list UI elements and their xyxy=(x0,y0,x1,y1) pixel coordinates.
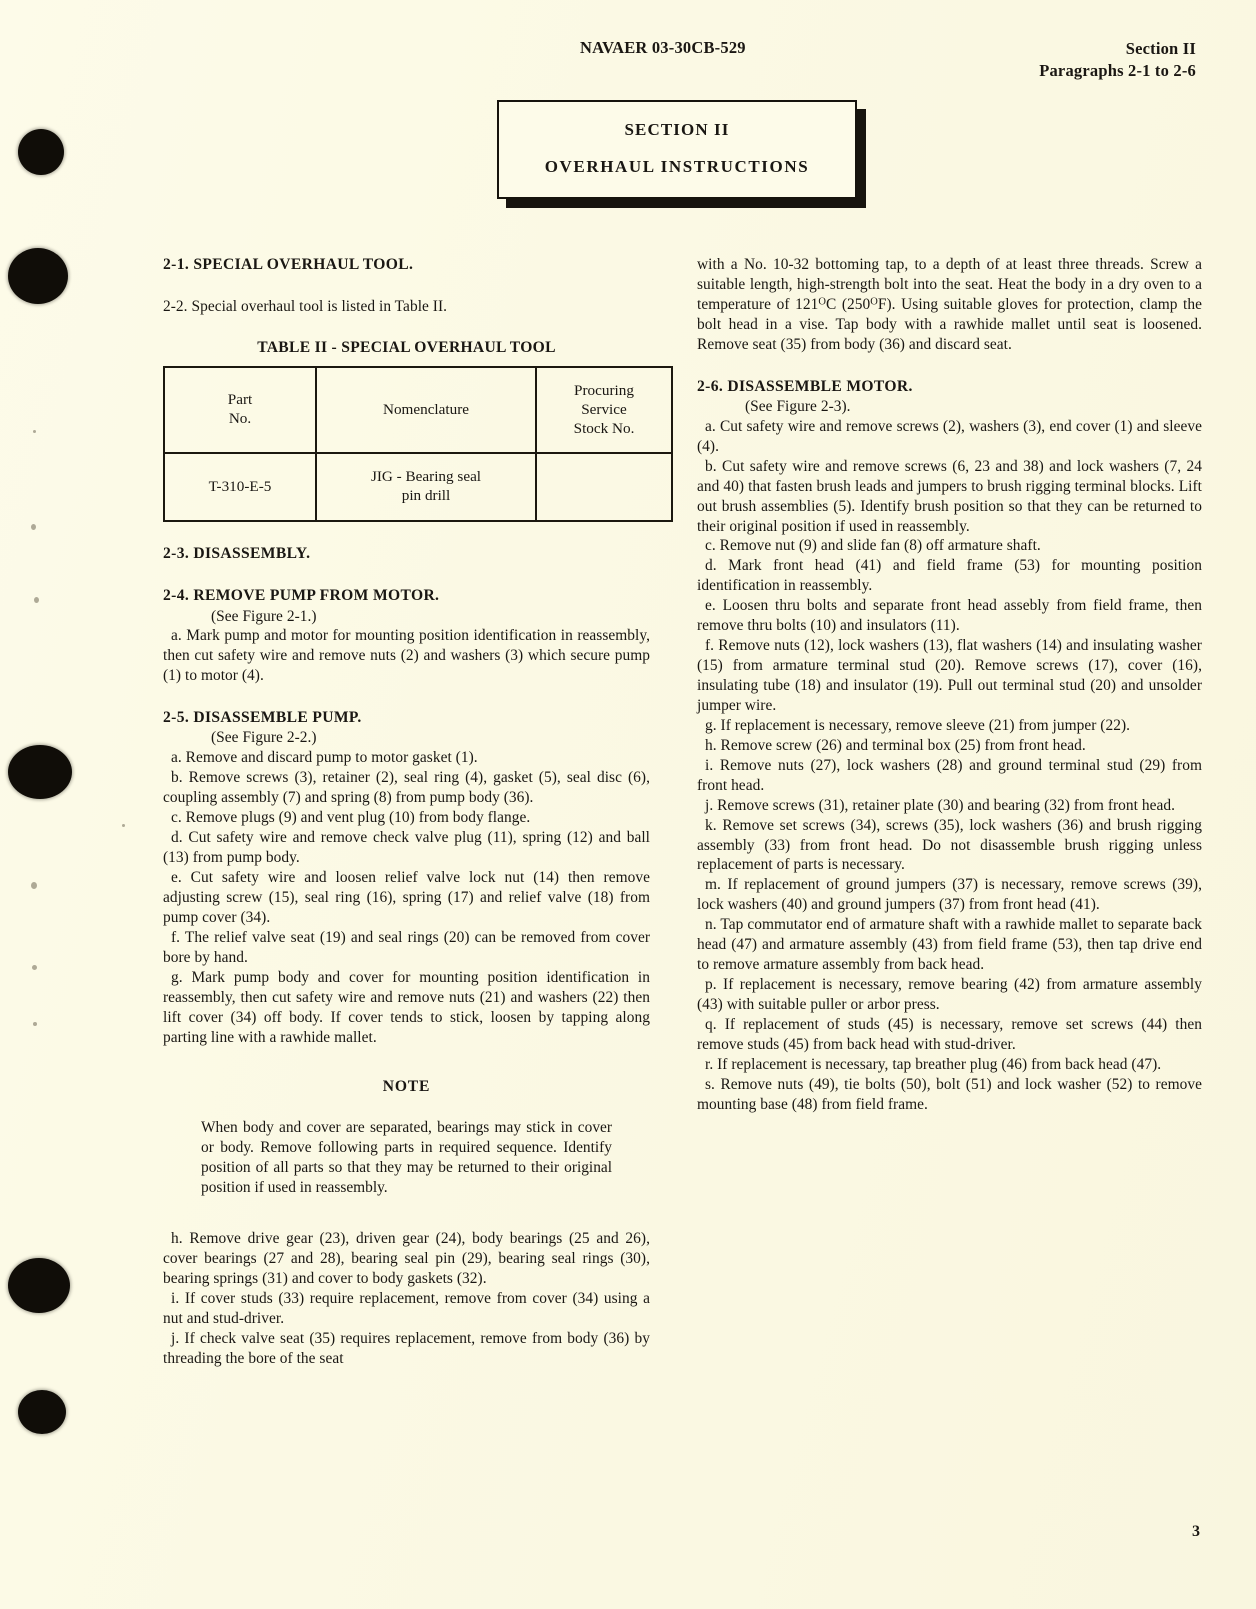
continuation-text-post: F). Using suitable gloves for protection, clamp the bolt head in a vise. Tap body with a rawhide mallet until seat is loosened. Remove seat (35) from body (36) and discard seat. xyxy=(697,295,1202,353)
paragraph-2-1-heading: 2-1. SPECIAL OVERHAUL TOOL. xyxy=(163,256,414,273)
paragraph-2-5-b: b. Remove screws (3), retainer (2), seal ring (4), gasket (5), seal disc (6), coupling assembly (7) and spring (8) from pump body (36). xyxy=(163,769,650,807)
cell-nomenclature xyxy=(316,453,536,521)
paragraph-2-5-c: c. Remove plugs (9) and vent plug (10) from body flange. xyxy=(171,809,531,827)
paragraph-2-5-j: j. If check valve seat (35) requires replacement, remove from body (36) by threading the bore of the seat xyxy=(163,1329,650,1367)
note-body-text: When body and cover are separated, bearings may stick in cover or body. Remove following parts in required sequence. Identify position of all parts so that they may be returned to their original position if used in reassembly. xyxy=(201,1119,612,1197)
paragraph-2-6-b: b. Cut safety wire and remove screws (6, 23 and 38) and lock washers (7, 24 and 40) that fasten brush leads and jumpers to brush rigging terminal blocks. Lift out brush assemblies (5). Identify brush position so that they can be returned to their original position if used in reassembly. xyxy=(697,457,1202,535)
table-body xyxy=(164,453,672,521)
scan-speckle xyxy=(32,965,37,970)
section-reference xyxy=(1039,38,1196,83)
paragraph-2-6-f: f. Remove nuts (12), lock washers (13), flat washers (14) and insulating washer (15) from armature terminal stud (20). Remove screws (17), cover (16), insulating tube (18) and insulator (19). Pull out terminal stud (20) and unsolder jumper wire. xyxy=(697,637,1202,714)
column-header-stock-no xyxy=(536,367,672,453)
scan-speckle xyxy=(33,430,36,433)
header-proc-line-2: Service xyxy=(581,400,627,418)
column-header-nomenclature: Nomenclature xyxy=(316,367,536,453)
paragraph-2-6-n: n. Tap commutator end of armature shaft with a rawhide mallet to separate back head (47) and armature assembly (43) from field frame (53), then tap drive end to remove armature assembly from back head. xyxy=(697,916,1202,974)
paragraph-2-5-figure-ref: (See Figure 2-2.) xyxy=(211,729,317,747)
paragraph-2-6-c: c. Remove nut (9) and slide fan (8) off armature shaft. xyxy=(705,537,1041,555)
section-title-line-2: OVERHAUL INSTRUCTIONS xyxy=(544,157,810,176)
body-columns xyxy=(163,255,1203,1369)
paragraph-2-5-j-continuation xyxy=(697,255,1202,355)
paragraph-2-6-p: p. If replacement is necessary, remove bearing (42) from armature assembly (43) with suitable puller or arbor press. xyxy=(697,976,1202,1013)
header-proc-line-1: Procuring xyxy=(574,381,634,399)
running-head xyxy=(160,38,1196,83)
paragraph-2-6-r: r. If replacement is necessary, tap breather plug (46) from back head (47). xyxy=(705,1055,1162,1073)
paragraph-2-6-d: d. Mark front head (41) and field frame (53) for mounting position identification in reassembly. xyxy=(697,557,1202,595)
paragraph-range-label: Paragraphs 2-1 to 2-6 xyxy=(1039,61,1196,81)
table-header xyxy=(164,367,672,453)
header-part-line-1: Part xyxy=(227,391,253,409)
scan-speckle xyxy=(33,1022,37,1026)
paragraph-2-6-figure-ref: (See Figure 2-3). xyxy=(745,397,851,415)
cell-stock-no xyxy=(536,453,672,521)
cell-nomenclature-line-2: pin drill xyxy=(401,487,451,505)
scan-speckle xyxy=(122,824,125,827)
paragraph-2-5-heading: 2-5. DISASSEMBLE PUMP. xyxy=(163,709,362,727)
header-part-line-2: No. xyxy=(228,410,252,428)
left-column xyxy=(163,255,650,1369)
paragraph-2-5-h: h. Remove drive gear (23), driven gear (24), body bearings (25 and 26), cover bearings (27 and 28), bearing seal pin (29), bearing seal rings (30), bearing springs (31) and cover to body gaskets (32). xyxy=(163,1230,650,1288)
section-label: Section II xyxy=(1125,39,1196,58)
paragraph-2-6-q: q. If replacement of studs (45) is necessary, remove set screws (44) then remove studs (45) from back head with stud-driver. xyxy=(697,1015,1202,1053)
paragraph-2-5-f: f. The relief valve seat (19) and seal rings (20) can be removed from cover bore by hand. xyxy=(163,928,650,966)
scan-speckle xyxy=(31,882,37,889)
paragraph-2-6-m: m. If replacement of ground jumpers (37) is necessary, remove screws (39), lock washers (40) and ground jumpers (37) from front head (41). xyxy=(697,876,1202,914)
cell-part-no: T-310-E-5 xyxy=(164,453,316,521)
page-number: 3 xyxy=(1192,1523,1200,1540)
right-column xyxy=(697,255,1202,1369)
hole-punch-mark xyxy=(18,1390,66,1434)
paragraph-2-5-d: d. Cut safety wire and remove check valve plug (11), spring (12) and ball (13) from pump body. xyxy=(163,829,650,867)
column-header-part-no xyxy=(164,367,316,453)
paragraph-2-5-g: g. Mark pump body and cover for mounting position identification in reassembly, then cut safety wire and remove nuts (21) and washers (22) then lift cover (34) off body. If cover tends to stick, loosen by tapping along parting line with a rawhide mallet. xyxy=(163,968,650,1046)
cell-nomenclature-line-1: JIG - Bearing seal xyxy=(370,468,482,486)
paragraph-2-6-a: a. Cut safety wire and remove screws (2), washers (3), end cover (1) and sleeve (4). xyxy=(697,417,1202,455)
section-title-box xyxy=(497,100,857,199)
degree-symbol-fahrenheit: O xyxy=(870,296,878,308)
table-caption: TABLE II - SPECIAL OVERHAUL TOOL xyxy=(257,339,556,357)
paragraph-2-5-a: a. Remove and discard pump to motor gasket (1). xyxy=(171,749,478,767)
scan-speckle xyxy=(34,597,39,603)
section-title-line-1: SECTION II xyxy=(624,120,730,139)
paragraph-2-6-e: e. Loosen thru bolts and separate front head assebly from field frame, then remove thru bolts (10) and insulators (11). xyxy=(697,597,1202,635)
paragraph-2-6-k: k. Remove set screws (34), screws (35), lock washers (36) and brush rigging assembly (33) from front head. Do not disassemble brush rigging unless replacement of parts is necessary. xyxy=(697,816,1202,874)
paragraph-2-5-i: i. If cover studs (33) require replacement, remove from cover (34) using a nut and stud-driver. xyxy=(163,1290,650,1327)
scan-speckle xyxy=(31,524,36,530)
hole-punch-mark xyxy=(8,1258,70,1313)
continuation-text-mid: C (250 xyxy=(825,295,871,313)
paragraph-2-4-figure-ref: (See Figure 2-1.) xyxy=(211,607,317,625)
note-heading: NOTE xyxy=(382,1078,431,1096)
paragraph-2-2: 2-2. Special overhaul tool is listed in Table II. xyxy=(163,298,448,316)
paragraph-2-6-i: i. Remove nuts (27), lock washers (28) and ground terminal stud (29) from front head. xyxy=(697,756,1202,794)
paragraph-2-3-heading: 2-3. DISASSEMBLY. xyxy=(163,545,311,563)
continuation-text-pre: with a No. 10-32 bottoming tap, to a depth of at least three threads. Screw a suitable length, high-strength bolt into the seat. Heat the body in a dry oven to a temperature of 121 xyxy=(697,256,1202,313)
hole-punch-mark xyxy=(8,248,68,304)
paragraph-2-6-j: j. Remove screws (31), retainer plate (30) and bearing (32) from front head. xyxy=(705,796,1176,814)
degree-symbol-celsius: O xyxy=(818,296,826,308)
hole-punch-mark xyxy=(18,129,64,175)
paragraph-2-6-heading: 2-6. DISASSEMBLE MOTOR. xyxy=(697,377,913,395)
table-header-row xyxy=(164,367,672,453)
paragraph-2-4-heading: 2-4. REMOVE PUMP FROM MOTOR. xyxy=(163,587,440,605)
paragraph-2-6-s: s. Remove nuts (49), tie bolts (50), bolt (51) and lock washer (52) to remove mounting base (48) from field frame. xyxy=(697,1075,1202,1113)
paragraph-2-4-a: a. Mark pump and motor for mounting position identification in reassembly, then cut safety wire and remove nuts (2) and washers (3) which secure pump (1) to motor (4). xyxy=(163,627,650,685)
paragraph-2-6-g: g. If replacement is necessary, remove sleeve (21) from jumper (22). xyxy=(705,716,1131,734)
special-overhaul-tool-table xyxy=(163,366,673,522)
document-number: NAVAER 03-30CB-529 xyxy=(580,38,746,57)
paragraph-2-5-e: e. Cut safety wire and loosen relief valve lock nut (14) then remove adjusting screw (15), seal ring (16), spring (17) and relief valve (18) from pump cover (34). xyxy=(163,869,650,926)
title-box-frame xyxy=(497,100,857,199)
header-proc-line-3: Stock No. xyxy=(573,419,635,437)
paragraph-2-6-h: h. Remove screw (26) and terminal box (25) from front head. xyxy=(705,736,1086,754)
table-row xyxy=(164,453,672,521)
hole-punch-mark xyxy=(8,745,72,799)
